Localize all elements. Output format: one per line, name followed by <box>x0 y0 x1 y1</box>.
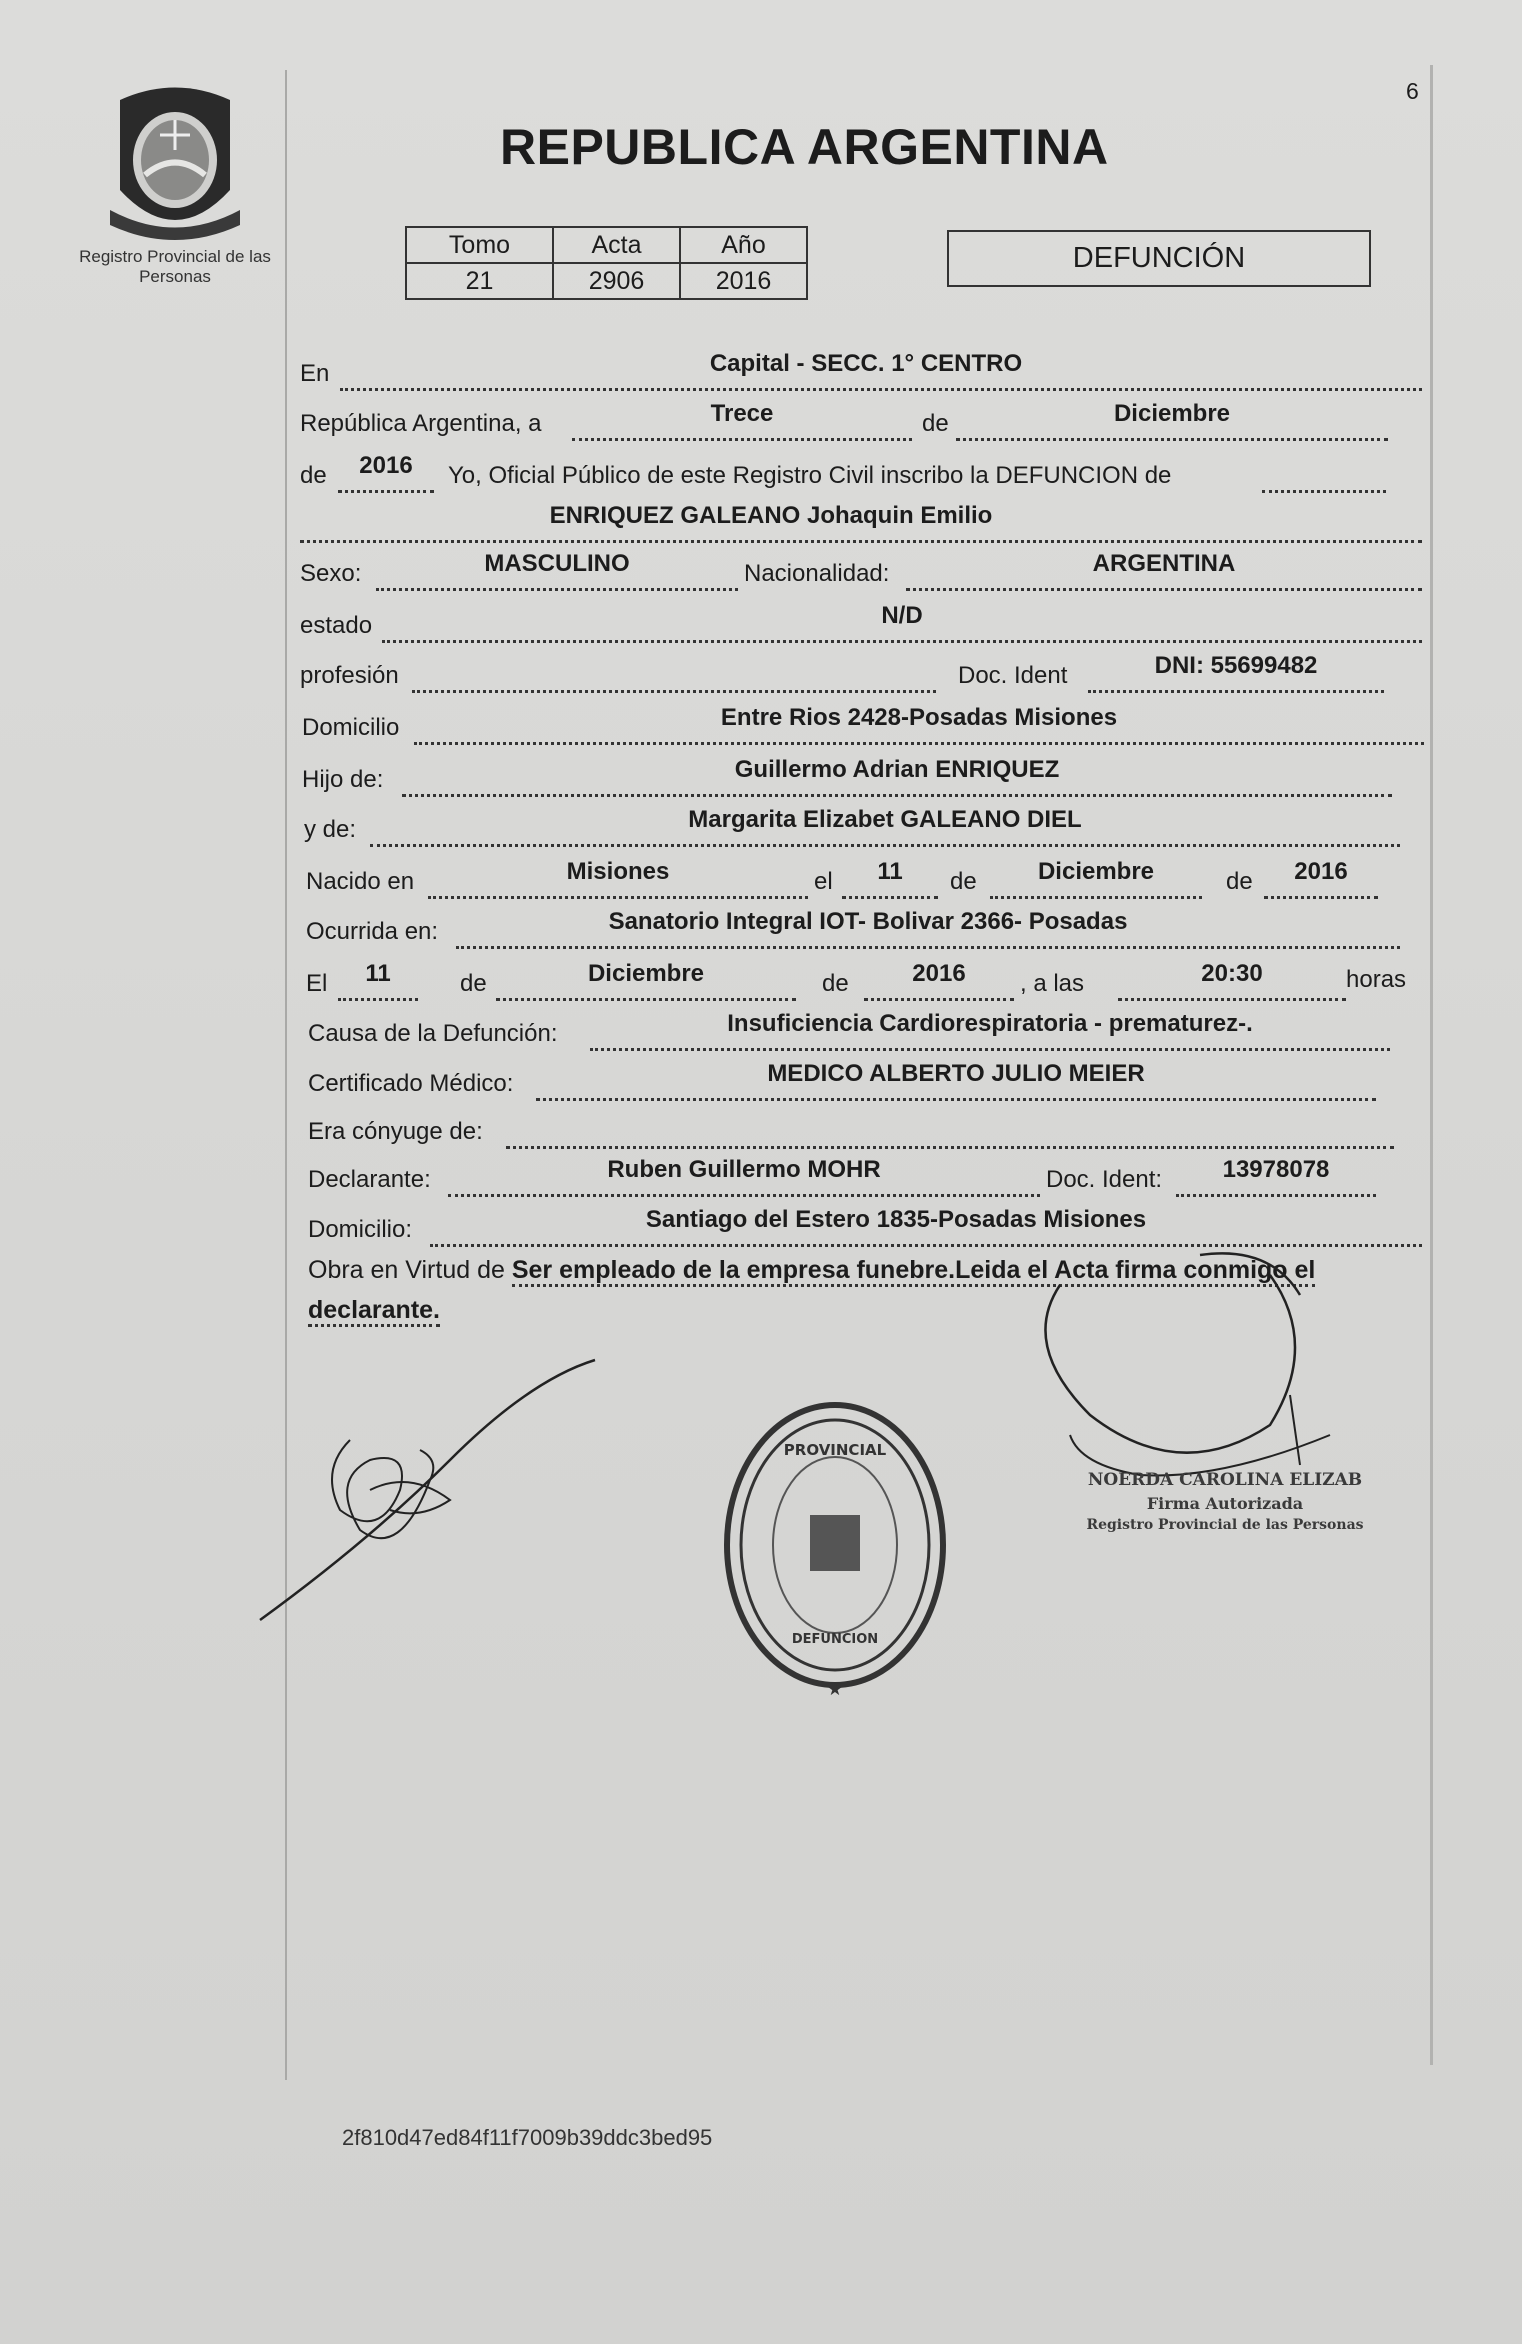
domicilio2-value: Santiago del Estero 1835-Posadas Misiones <box>645 1206 1147 1233</box>
causa-value: Insuficiencia Cardiorespiratoria - prematurez-. <box>727 1010 1253 1037</box>
alas-label: , a las <box>1020 970 1085 997</box>
def-mes-field <box>496 954 796 1001</box>
anio-de-label: de <box>300 462 327 489</box>
certificado-label: Certificado Médico: <box>308 1070 514 1097</box>
sexo-value: MASCULINO <box>484 550 630 577</box>
declarante-label: Declarante: <box>308 1166 431 1193</box>
sexo-label: Sexo: <box>300 560 362 587</box>
el-label: el <box>814 868 833 895</box>
signature-block <box>1060 1470 1390 1533</box>
yde-field <box>370 800 1400 847</box>
domicilio-value: Entre Rios 2428-Posadas Misiones <box>720 704 1118 731</box>
ocurrida-field <box>456 902 1400 949</box>
de-label: de <box>922 410 949 437</box>
decl-doc-value: 13978078 <box>1222 1156 1330 1183</box>
causa-label: Causa de la Defunción: <box>308 1020 558 1047</box>
hijo-value: Guillermo Adrian ENRIQUEZ <box>734 756 1060 783</box>
mes-field <box>956 394 1388 441</box>
anio-field-value: 2016 <box>359 452 413 479</box>
causa-field <box>590 1004 1390 1051</box>
en-label: En <box>300 360 330 387</box>
nac-de2-label: de <box>1226 868 1253 895</box>
def-anio-value: 2016 <box>912 960 966 987</box>
estado-field <box>382 596 1422 643</box>
nac-anio-value: 2016 <box>1294 858 1348 885</box>
estado-label: estado <box>300 612 373 639</box>
yo-trailing-field <box>1262 446 1386 493</box>
dia-field <box>572 394 912 441</box>
profesion-field <box>412 646 936 693</box>
svg-text:DEFUNCION: DEFUNCION <box>791 1632 879 1647</box>
nacionalidad-value: ARGENTINA <box>1092 550 1236 577</box>
def-de2-label: de <box>822 970 849 997</box>
nacido-label: Nacido en <box>306 868 415 895</box>
decl-doc-label: Doc. Ident: <box>1046 1166 1163 1193</box>
nac-de1-label: de <box>950 868 977 895</box>
obra-value: Ser empleado de la empresa funebre.Leida el Acta firma conmigo el declarante. <box>308 1256 1315 1327</box>
right-margin-line <box>1430 65 1433 2065</box>
domicilio-field <box>414 698 1424 745</box>
hijo-label: Hijo de: <box>302 766 384 793</box>
document-hash: 2f810d47ed84f11f7009b39ddc3bed95 <box>342 2125 713 2150</box>
acta-header: Acta <box>553 227 680 263</box>
signer-role: Firma Autorizada <box>1146 1494 1304 1513</box>
doc-ident-label: Doc. Ident <box>958 662 1068 689</box>
yde-label: y de: <box>304 816 357 843</box>
republica-label: República Argentina, a <box>300 410 542 437</box>
page-number: 6 <box>1406 78 1419 104</box>
horas-label: horas <box>1346 966 1407 993</box>
profesion-label: profesión <box>300 662 399 689</box>
nac-anio-field <box>1264 852 1378 899</box>
en-value: Capital - SECC. 1° CENTRO <box>709 350 1023 377</box>
hora-field <box>1118 954 1346 1001</box>
registro-label: Registro Provincial de las Personas <box>79 247 271 286</box>
tomo-acta-table <box>405 226 808 300</box>
nombre-field <box>300 496 1422 543</box>
page-title: REPUBLICA ARGENTINA <box>500 119 1109 175</box>
document-type-box: DEFUNCIÓN <box>947 230 1371 287</box>
left-margin-line <box>285 70 287 2080</box>
province-seal-icon <box>100 80 250 240</box>
hora-value: 20:30 <box>1201 960 1263 987</box>
domicilio-label: Domicilio <box>302 714 400 741</box>
ocurrida-value: Sanatorio Integral IOT- Bolivar 2366- Posadas <box>608 908 1128 935</box>
yde-value: Margarita Elizabet GALEANO DIEL <box>688 806 1082 833</box>
el2-label: El <box>306 970 328 997</box>
declarante-signature <box>250 1340 610 1640</box>
def-dia-field <box>338 954 418 1001</box>
nac-mes-field <box>990 852 1202 899</box>
anio-header: Año <box>680 227 807 263</box>
def-de1-label: de <box>460 970 487 997</box>
certificado-field <box>536 1054 1376 1101</box>
yo-text: Yo, Oficial Público de este Registro Civil inscribo la DEFUNCION de <box>448 462 1172 489</box>
conyuge-label: Era cónyuge de: <box>308 1118 483 1145</box>
def-mes-value: Diciembre <box>587 960 705 987</box>
domicilio2-label: Domicilio: <box>308 1216 413 1243</box>
official-stamp <box>720 1395 950 1705</box>
nac-mes-value: Diciembre <box>1037 858 1155 885</box>
certificado-value: MEDICO ALBERTO JULIO MEIER <box>767 1060 1145 1087</box>
acta-value: 2906 <box>553 263 680 299</box>
decl-doc-field <box>1176 1150 1376 1197</box>
nacido-value: Misiones <box>566 858 670 885</box>
anio-field <box>338 446 434 493</box>
nombre-value: ENRIQUEZ GALEANO Johaquin Emilio <box>549 502 993 529</box>
conyuge-field <box>506 1102 1394 1149</box>
hijo-field <box>402 750 1392 797</box>
nac-dia-value: 11 <box>877 858 903 885</box>
doc-ident-field <box>1088 646 1384 693</box>
tomo-header: Tomo <box>406 227 553 263</box>
official-signature <box>1000 1235 1380 1495</box>
obra-label: Obra en Virtud de <box>308 1256 505 1284</box>
svg-text:PROVINCIAL: PROVINCIAL <box>783 1441 887 1459</box>
mes-value: Diciembre <box>1113 400 1231 427</box>
svg-text:★: ★ <box>826 1679 844 1699</box>
ocurrida-label: Ocurrida en: <box>306 918 439 945</box>
dia-value: Trece <box>710 400 774 427</box>
nacido-field <box>428 852 808 899</box>
def-anio-field <box>864 954 1014 1001</box>
declarante-field <box>448 1150 1040 1197</box>
nacionalidad-label: Nacionalidad: <box>744 560 890 587</box>
nacionalidad-field <box>906 544 1422 591</box>
doc-ident-value: DNI: 55699482 <box>1154 652 1318 679</box>
sexo-field <box>376 544 738 591</box>
def-dia-value: 11 <box>365 960 391 987</box>
declarante-value: Ruben Guillermo MOHR <box>607 1156 881 1183</box>
tomo-value: 21 <box>406 263 553 299</box>
en-field <box>340 344 1422 391</box>
estado-value: N/D <box>881 602 923 629</box>
anio-value: 2016 <box>680 263 807 299</box>
signer-name: NOERDA CAROLINA ELIZAB <box>1087 1470 1363 1490</box>
signer-org: Registro Provincial de las Personas <box>1086 1517 1364 1533</box>
nac-dia-field <box>842 852 938 899</box>
